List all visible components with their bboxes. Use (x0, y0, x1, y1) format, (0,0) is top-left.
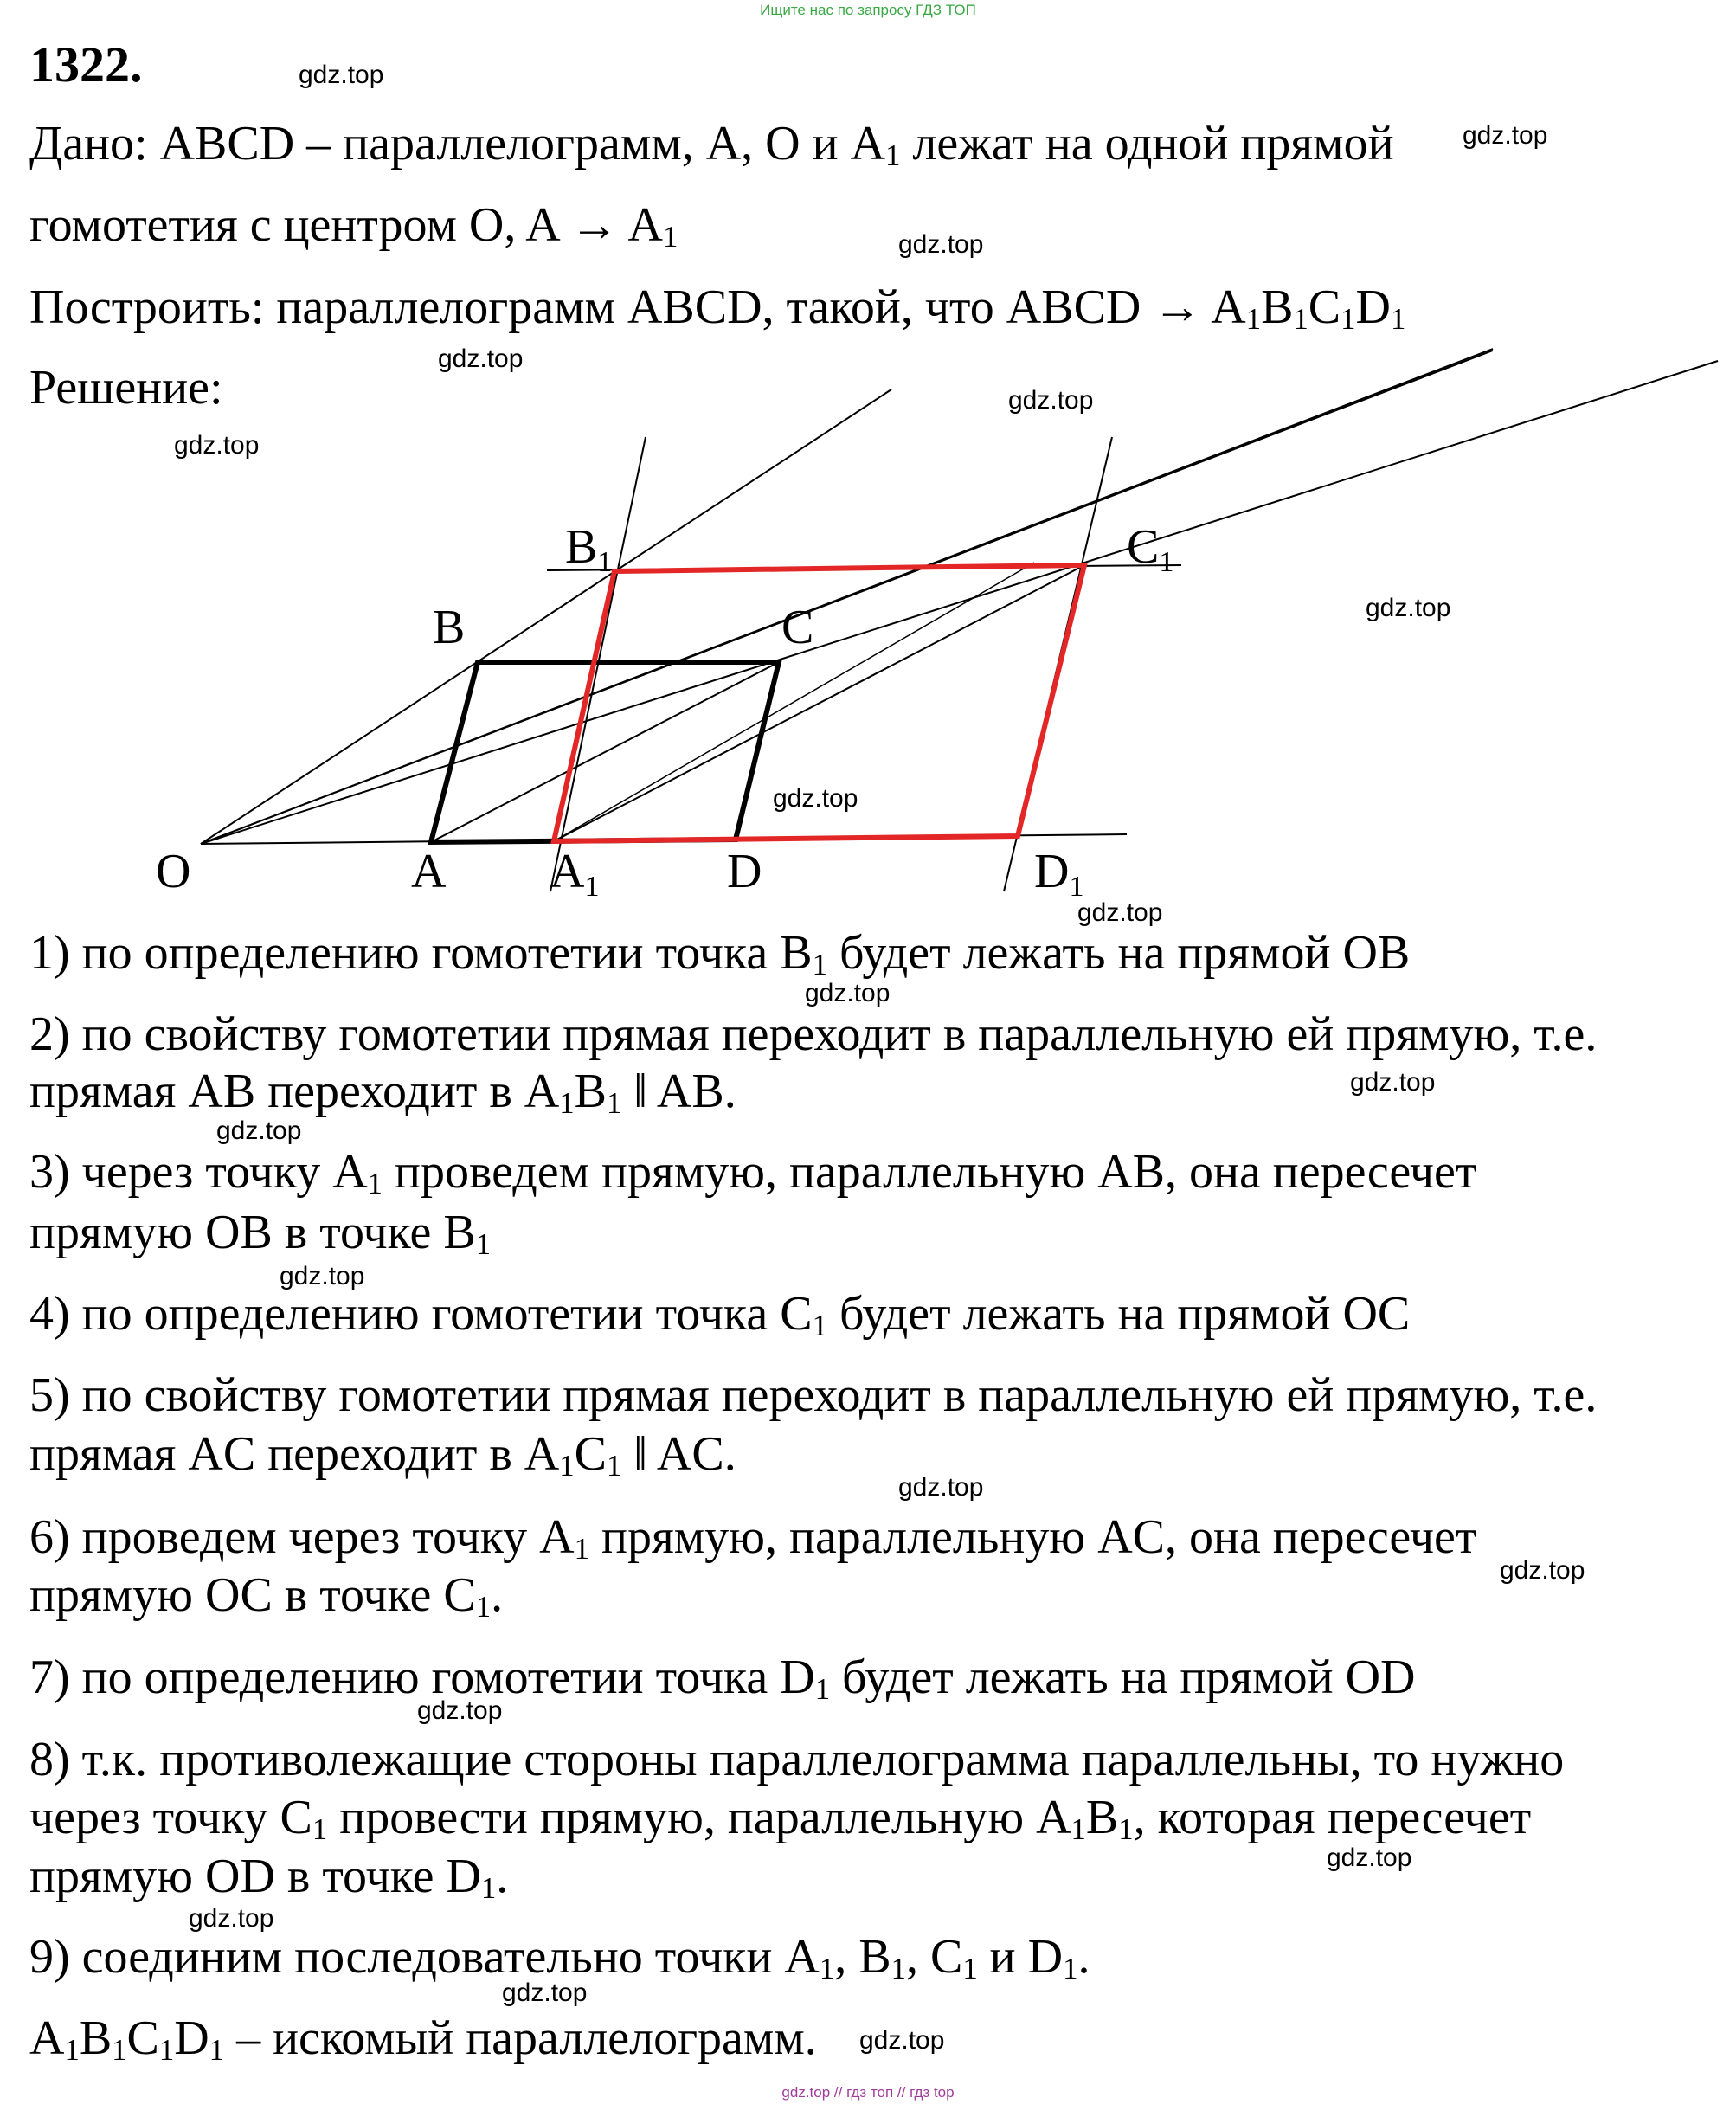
step-3b: прямую OB в точке $B_1$ (29, 1206, 492, 1261)
watermark: gdz.top (898, 230, 984, 259)
step-4: 4) по определению гомотетии точка $C_1$ будет лежать на прямой OC (29, 1287, 1411, 1342)
step-8c: прямую OD в точке $D_1$. (29, 1850, 509, 1905)
given-line-2: гомотетия с центром O, $A \to A_1$ (29, 198, 678, 254)
watermark: gdz.top (1463, 121, 1548, 150)
step-8b: через точку $C_1$ провести прямую, параллельную $A_1B_1$, которая пересечет (29, 1791, 1532, 1846)
header-note: Ищите нас по запросу ГДЗ ТОП (760, 2, 976, 18)
step-2b: прямая AB переходит в $A_1B_1$ ‖ AB. (29, 1065, 736, 1120)
line-OC1-ray (201, 361, 1718, 844)
step-6a: 6) проведем через точку $A_1$ прямую, параллельную AC, она пересечет (29, 1510, 1477, 1566)
watermark: gdz.top (189, 1904, 274, 1933)
footer-note: gdz.top // гдз топ // гдз top (781, 2084, 955, 2101)
watermark: gdz.top (1327, 1843, 1412, 1872)
solution-label: Решение: (29, 361, 223, 415)
step-3a: 3) через точку $A_1$ проведем прямую, параллельную AB, она пересечет (29, 1145, 1477, 1200)
step-5a: 5) по свойству гомотетии прямая переходит в параллельную ей прямую, т.е. (29, 1368, 1598, 1422)
step-2a: 2) по свойству гомотетии прямая переходит в параллельную ей прямую, т.е. (29, 1007, 1598, 1061)
label-D: D (727, 845, 762, 898)
watermark: gdz.top (438, 344, 524, 373)
watermark: gdz.top (1077, 898, 1163, 927)
step-8a: 8) т.к. противолежащие стороны параллелограмма параллельны, то нужно (29, 1733, 1565, 1786)
problem-number: 1322. (29, 36, 143, 93)
watermark: gdz.top (216, 1116, 302, 1145)
watermark: gdz.top (280, 1262, 365, 1290)
watermark: gdz.top (805, 979, 891, 1007)
given-line-1: Дано: ABCD – параллелограмм, A, O и $A_1$ лежат на одной прямой (29, 117, 1394, 172)
label-A1: A1 (550, 845, 600, 903)
label-B: B (433, 601, 466, 654)
watermark: gdz.top (898, 1473, 984, 1502)
watermark: gdz.top (1008, 386, 1094, 415)
label-O: O (156, 845, 191, 898)
label-A: A (411, 845, 447, 898)
watermark: gdz.top (773, 784, 858, 813)
watermark: gdz.top (502, 1979, 588, 2007)
step-5b: прямая AC переходит в $A_1C_1$ ‖ AC. (29, 1427, 736, 1483)
watermark: gdz.top (1366, 594, 1451, 622)
watermark: gdz.top (417, 1696, 503, 1725)
step-6b: прямую OC в точке $C_1$. (29, 1568, 504, 1624)
label-D1: D1 (1034, 845, 1084, 903)
watermark: gdz.top (299, 61, 384, 89)
construct-line: Построить: параллелограмм ABCD, такой, что ABCD → $A_1B_1C_1D_1$ (29, 280, 1406, 336)
watermark: gdz.top (174, 431, 260, 460)
label-C1: C1 (1127, 520, 1174, 578)
watermark: gdz.top (859, 2026, 945, 2055)
label-C: C (781, 601, 814, 654)
line-OB1 (201, 349, 1493, 844)
step-1: 1) по определению гомотетии точка $B_1$ будет лежать на прямой OB (29, 926, 1411, 981)
step-9: 9) соединим последовательно точки $A_1$, $B_1$, $C_1$ и $D_1$. (29, 1930, 1090, 1985)
result-line: $A_1B_1C_1D_1$ – искомый параллелограмм. (29, 2011, 817, 2067)
watermark: gdz.top (1350, 1068, 1436, 1097)
label-B1: B1 (565, 520, 613, 578)
step-7: 7) по определению гомотетии точка $D_1$ будет лежать на прямой OD (29, 1650, 1416, 1706)
watermark: gdz.top (1500, 1556, 1585, 1585)
